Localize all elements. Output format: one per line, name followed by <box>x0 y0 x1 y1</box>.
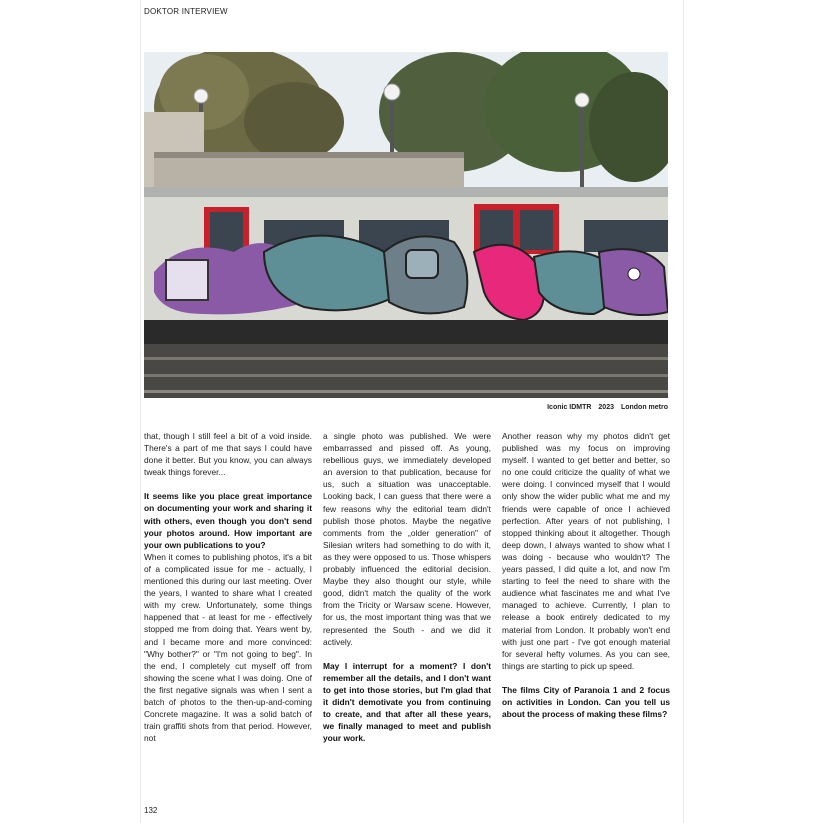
caption-place: London metro <box>620 404 668 411</box>
paragraph: a single photo was published. We were embarrassed and pissed off. As young, rebellious guys, we immediately developed an aversion to that publication, because for us, such a situation was unacceptable. Looking back, I can guess that there were a few reasons why the editorial team didn't publish those photos. Maybe the negative comments from the „older generation" of Silesian writers had something to do with it, as they were opposed to us. Those whispers probably influenced the editorial decision. Maybe they also thought our style, while good, didn't match the quality of the work from the Tricity or Warsaw scene. However, for us, the most important thing was that we represented the South - and we did it actively. <box>323 431 491 647</box>
caption-author: Iconic IDMTR <box>547 404 592 411</box>
photo-caption <box>542 404 668 411</box>
photo-illustration <box>144 52 668 398</box>
paragraph: that, though I still feel a bit of a void inside. There's a part of me that says I could have done it better. But you know, you can always tweak things forever... <box>144 431 312 478</box>
page-number: 132 <box>144 806 158 815</box>
caption-year: 2023 <box>598 404 614 411</box>
interview-question: The films City of Paranoia 1 and 2 focus on activities in London. Can you tell us about the process of making these films? <box>502 684 670 720</box>
interview-question: May I interrupt for a moment? I don't remember all the details, and I don't want to get into those stories, but I'm glad that it didn't demotivate you from continuing to create, and that after all these years, we finally managed to meet and publish your work. <box>323 660 491 744</box>
text-column-2 <box>323 430 491 744</box>
section-header: DOKTOR INTERVIEW <box>144 7 228 16</box>
paragraph: Another reason why my photos didn't get published was my focus on improving myself. I wanted to get better and better, so no one could criticize the quality of what we were doing. I convinced myself that I would only show the wider public what me and my friends were capable of once I achieved perfection. After years of not publishing, I stopped thinking about it altogether. Though deep down, I always wanted to show what I was doing - because who wouldn't? The years passed, I did quite a lot, and now I'm starting to feel the need to share with the audience what fascinates me and what I've managed to achieve. Currently, I plan to release a book entirely dedicated to my material from London. It probably won't end with just one part - I've got enough material for several hefty volumes. As you can see, things are starting to pick up speed. <box>502 431 670 671</box>
text-column-1 <box>144 430 312 756</box>
text-column-3 <box>502 430 670 720</box>
graffiti-train-photo <box>144 52 668 398</box>
interview-question: It seems like you place great importance on documenting your work and sharing it with others, even though you don't send your photos around. How important are your own publications to you? <box>144 491 312 550</box>
interview-answer: When it comes to publishing photos, it's a bit of a complicated issue for me - actually, I mentioned this during our last meeting. Over the years, I wanted to share what I created with my crew. Unfortunately, some things happened that - at least for me - effectively stopped me from doing that. Years went by, and I became more and more convinced: "Why bother?" or "I'm not going to beg". In the end, I completely cut myself off from showing the scene what I was doing. One of the first negative signals was when I sent a batch of photos to the then-up-and-coming Concrete magazine. It was a solid batch of train graffiti shots from that period. However, not <box>144 551 312 744</box>
